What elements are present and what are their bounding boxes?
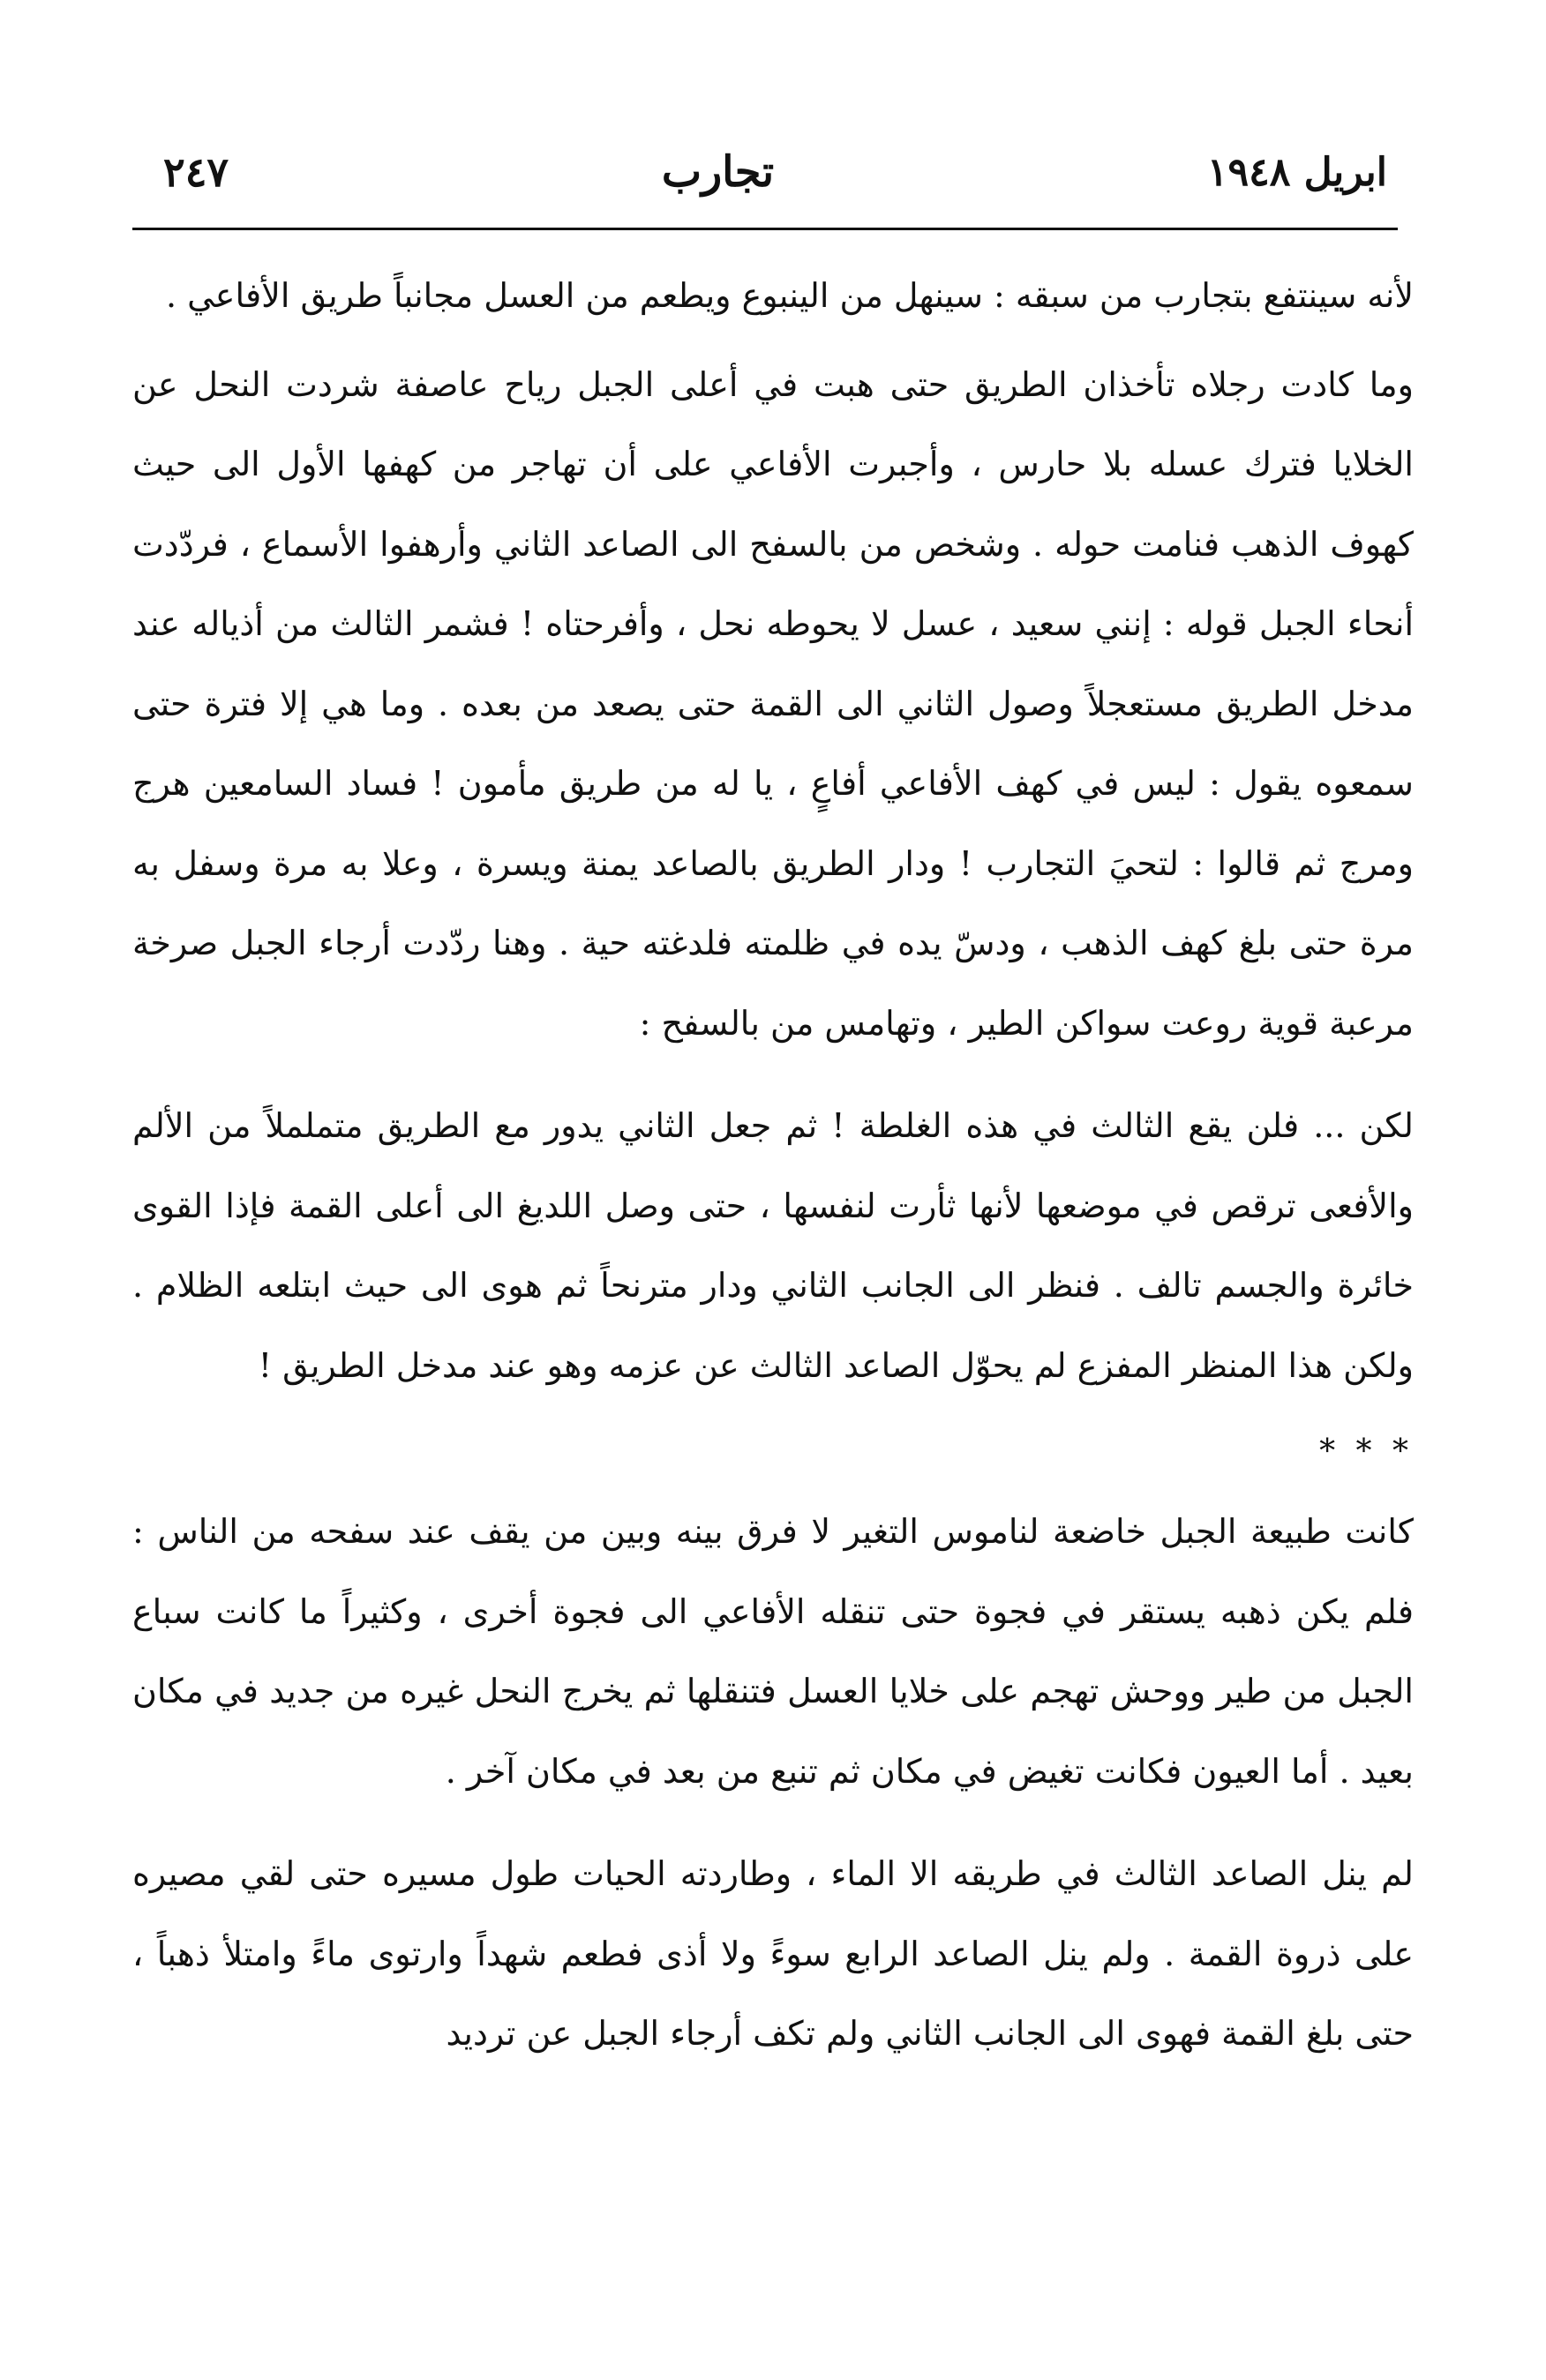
journal-title: تجارب [661,147,775,197]
paragraph: لأنه سينتفع بتجارب من سبقه : سينهل من الينبوع ويطعم من العسل مجانباً طريق الأفاعي . [165,276,1414,315]
section-separator: * * * [1319,1433,1414,1470]
paragraph: كانت طبيعة الجبل خاضعة لناموس التغير لا فرق بينه وبين من يقف عند سفحه من الناس : فلم يكن ذهبه يستقر في فجوة حتى تنقله الأفاعي الى فجوة أخرى ، وكثيراً ما كانت سباع الجبل من طير ووحش تهجم على خلايا العسل فتنقلها ثم يخرج النحل غيره من جديد في مكان بعيد . أما العيون فكانت تغيض في مكان ثم تنبع من بعد في مكان آخر . [132,1512,1414,1791]
page-number: ٢٤٧ [163,148,229,196]
issue-date: ابريل ١٩٤٨ [1206,149,1387,195]
paragraph: وما كادت رجلاه تأخذان الطريق حتى هبت في أعلى الجبل رياح عاصفة شردت النحل عن الخلايا فترك عسله بلا حارس ، وأجبرت الأفاعي على أن تهاجر من كهفها الأول الى حيث كهوف الذهب فنامت حوله . وشخص من بالسفح الى الصاعد الثاني وأرهفوا الأسماع ، فردّدت أنحاء الجبل قوله : إنني سعيد ، عسل لا يحوطه نحل ، وأفرحتاه ! فشمر الثالث من أذياله عند مدخل الطريق مستعجلاً وصول الثاني الى القمة حتى يصعد من بعده . وما هي إلا فترة حتى سمعوه يقول : ليس في كهف الأفاعي أفاعٍ ، يا له من طريق مأمون ! فساد السامعين هرج ومرج ثم قالوا : لتحيَ التجارب ! ودار الطريق بالصاعد يمنة ويسرة ، وعلا به مرة وسفل به مرة حتى بلغ كهف الذهب ، ودسّ يده في ظلمته فلدغته حية . وهنا ردّدت أرجاء الجبل صرخة مرعبة قوية روعت سواكن الطير ، وتهامس من بالسفح : [132,364,1414,1043]
paragraph: لم ينل الصاعد الثالث في طريقه الا الماء ، وطاردته الحيات طول مسيره حتى لقي مصيره على ذروة القمة . ولم ينل الصاعد الرابع سوءً ولا أذى فطعم شهداً وارتوى ماءً وامتلأ ذهباً ، حتى بلغ القمة فهوى الى الجانب الثاني ولم تكف أرجاء الجبل عن ترديد [132,1854,1414,2053]
header-rule [132,228,1398,230]
running-header [163,132,1387,212]
paragraph: لكن ... فلن يقع الثالث في هذه الغلطة ! ثم جعل الثاني يدور مع الطريق متململاً من الألم والأفعى ترقص في موضعها لأنها ثأرت لنفسها ، حتى وصل اللديغ الى أعلى القمة فإذا القوى خائرة والجسم تالف . فنظر الى الجانب الثاني ودار مترنحاً ثم هوى الى حيث ابتلعه الظلام . ولكن هذا المنظر المفزع لم يحوّل الصاعد الثالث عن عزمه وهو عند مدخل الطريق ! [132,1106,1414,1385]
article-body [132,256,1414,2074]
